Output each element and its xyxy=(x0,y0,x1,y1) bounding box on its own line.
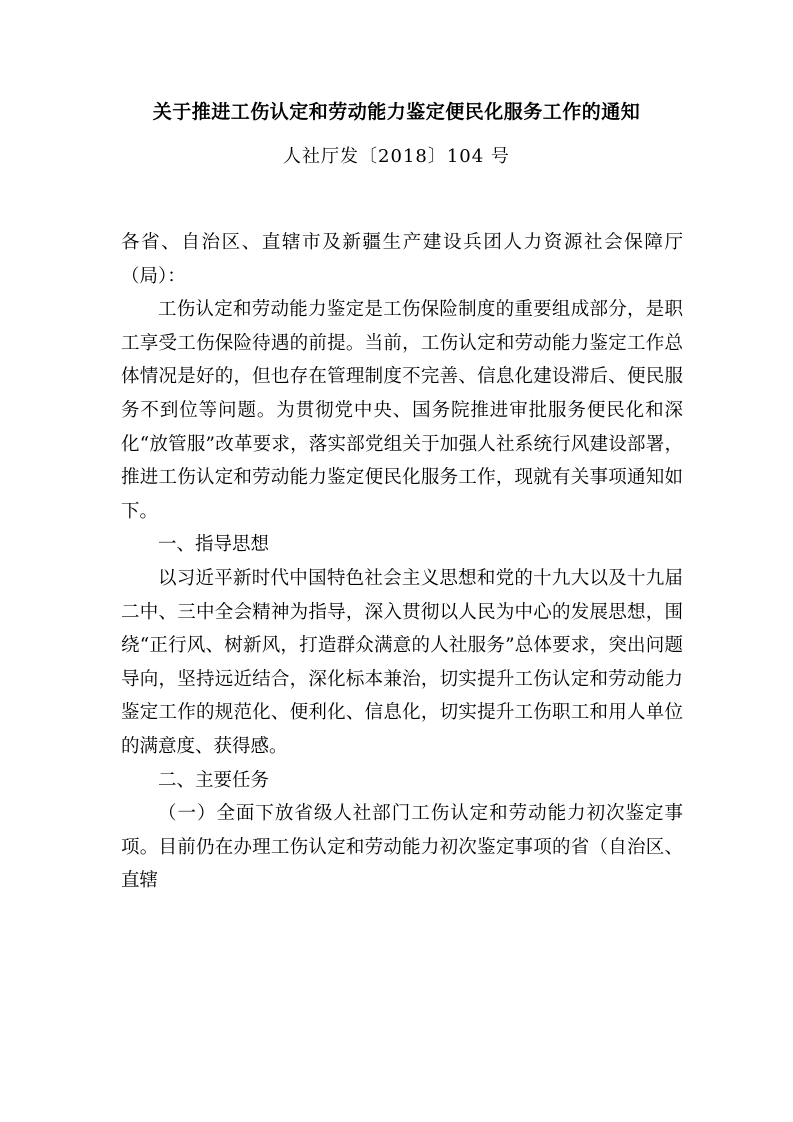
section-heading-guiding-ideology: 一、指导思想 xyxy=(158,534,270,556)
document-body xyxy=(121,226,683,898)
document-title: 关于推进工伤认定和劳动能力鉴定便民化服务工作的通知 xyxy=(152,101,641,123)
paragraph-guiding-ideology: 以习近平新时代中国特色社会主义思想和党的十九大以及十九届二中、三中全会精神为指导，深入贯彻以人民为中心的发展思想，围绕“正行风、树新风，打造群众满意的人社服务”总体要求，突出问题导向，坚持远近结合，深化标本兼治，切实提升工伤认定和劳动能力鉴定工作的规范化、便利化、信息化，切实提升工伤职工和用人单位的满意度、获得感。 xyxy=(121,567,683,757)
paragraph-intro: 工伤认定和劳动能力鉴定是工伤保险制度的重要组成部分，是职工享受工伤保险待遇的前提。当前，工伤认定和劳动能力鉴定工作总体情况是好的，但也存在管理制度不完善、信息化建设滞后、便民服务不到位等问题。为贯彻党中央、国务院推进审批服务便民化和深化“放管服”改革要求，落实部党组关于加强人社系统行风建设部署，推进工伤认定和劳动能力鉴定便民化服务工作，现就有关事项通知如下。 xyxy=(121,299,683,522)
document-number: 人社厅发〔2018〕104 号 xyxy=(283,146,510,167)
section-heading-main-tasks: 二、主要任务 xyxy=(158,769,270,791)
salutation: 各省、自治区、直辖市及新疆生产建设兵团人力资源社会保障厅（局）： xyxy=(121,232,683,287)
paragraph-task-one: （一）全面下放省级人社部门工伤认定和劳动能力初次鉴定事项。目前仍在办理工伤认定和劳动能力初次鉴定事项的省（自治区、直辖 xyxy=(121,803,683,892)
